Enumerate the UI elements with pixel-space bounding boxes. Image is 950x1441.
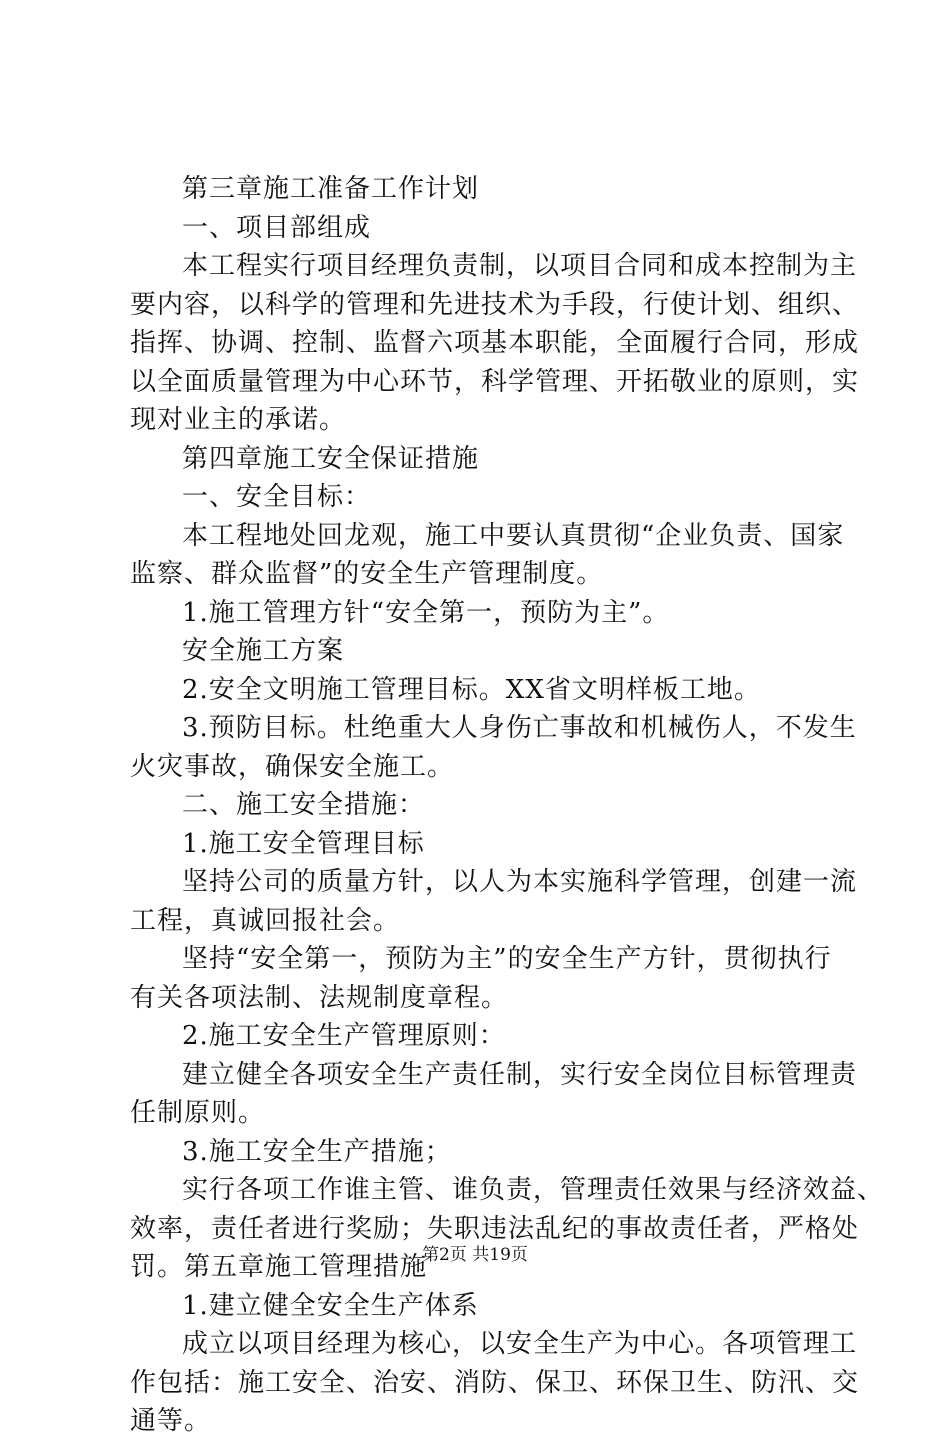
text-line: 坚持“安全第一，预防为主”的安全生产方针，贯彻执行 bbox=[182, 944, 832, 974]
text-line: 2.安全文明施工管理目标。XX省文明样板工地。 bbox=[182, 674, 761, 705]
text-line: 第四章施工安全保证措施 bbox=[182, 443, 480, 474]
text-line: 效率，责任者进行奖励；失职违法乱纪的事故责任者，严格处 bbox=[130, 1213, 860, 1244]
text-line: 任制原则。 bbox=[130, 1098, 266, 1128]
text-line: 通等。 bbox=[130, 1406, 212, 1436]
text-line: 火灾事故，确保安全施工。 bbox=[130, 751, 455, 782]
text-line: 一、安全目标： bbox=[182, 482, 372, 512]
text-line: 本工程实行项目经理负责制，以项目合同和成本控制为主 bbox=[182, 251, 858, 281]
text-line: 3.预防目标。杜绝重大人身伤亡事故和机械伤人，不发生 bbox=[182, 713, 857, 743]
text-line: 一、项目部组成 bbox=[182, 212, 372, 243]
text-line: 本工程地处回龙观，施工中要认真贯彻“企业负责、国家 bbox=[182, 520, 845, 551]
text-line: 以全面质量管理为中心环节，科学管理、开拓敬业的原则，实 bbox=[130, 366, 860, 397]
text-line: 第三章施工准备工作计划 bbox=[182, 174, 480, 204]
text-line: 作包括：施工安全、治安、消防、保卫、环保卫生、防汛、交 bbox=[130, 1367, 860, 1398]
text-line: 成立以项目经理为核心，以安全生产为中心。各项管理工 bbox=[182, 1329, 858, 1359]
text-line: 1.建立健全安全生产体系 bbox=[182, 1290, 479, 1321]
text-line: 3.施工安全生产措施； bbox=[182, 1136, 452, 1167]
text-line: 实行各项工作谁主管、谁负责，管理责任效果与经济效益、 bbox=[182, 1175, 885, 1205]
text-line: 建立健全各项安全生产责任制，实行安全岗位目标管理责 bbox=[182, 1059, 858, 1090]
text-line: 1.施工管理方针“安全第一，预防为主”。 bbox=[182, 597, 670, 628]
text-line: 罚。第五章施工管理措施 bbox=[130, 1252, 428, 1282]
text-line: 坚持公司的质量方针，以人为本实施科学管理，创建一流 bbox=[182, 867, 858, 897]
text-line: 有关各项法制、法规制度章程。 bbox=[130, 982, 509, 1013]
text-line: 指挥、协调、控制、监督六项基本职能，全面履行合同，形成 bbox=[130, 328, 860, 358]
text-line: 工程，真诚回报社会。 bbox=[130, 905, 401, 936]
text-line: 1.施工安全管理目标 bbox=[182, 828, 425, 859]
text-line: 安全施工方案 bbox=[182, 636, 345, 666]
text-line: 2.施工安全生产管理原则： bbox=[182, 1021, 506, 1051]
page-footer: 第2页 共19页 bbox=[422, 1245, 528, 1265]
text-line: 现对业主的承诺。 bbox=[130, 405, 347, 435]
text-line: 要内容，以科学的管理和先进技术为手段，行使计划、组织、 bbox=[130, 289, 860, 320]
text-line: 监察、群众监督”的安全生产管理制度。 bbox=[130, 559, 604, 589]
text-line: 二、施工安全措施： bbox=[182, 790, 426, 820]
